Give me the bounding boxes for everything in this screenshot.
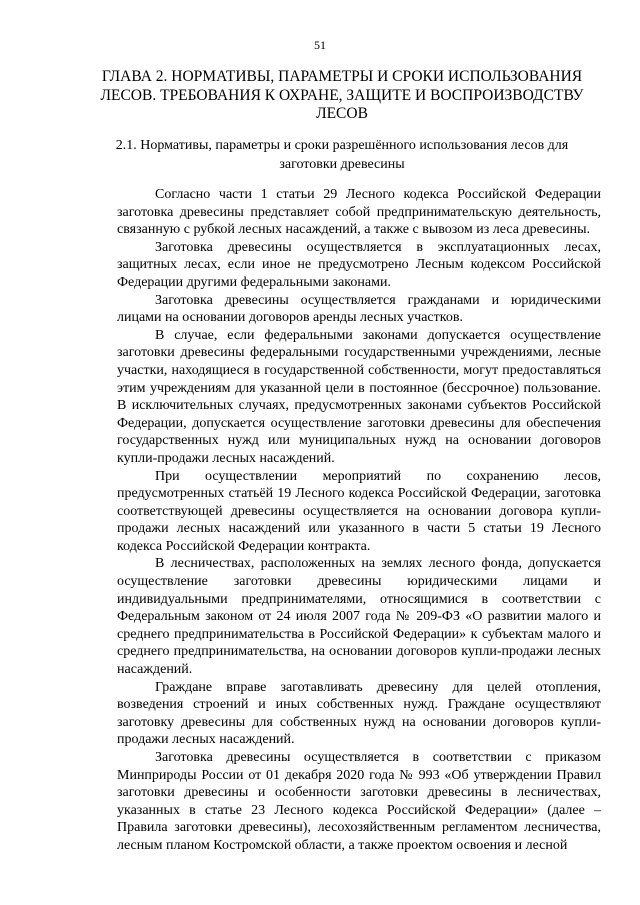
paragraph: Заготовка древесины осуществляется гражданами и юридическими лицами на основании договоров аренды лесных участков. [117, 292, 601, 326]
section-title: 2.1. Нормативы, параметры и сроки разрешённого использования лесов для заготовки древесины [115, 138, 569, 172]
page-number: 51 [314, 38, 326, 52]
paragraph: Согласно части 1 статьи 29 Лесного кодекса Российской Федерации заготовка древесины представляет собой предпринимательскую деятельность, связанную с рубкой лесных насаждений, а также с вывозом из леса древесины. [117, 187, 601, 238]
paragraph: В случае, если федеральными законами допускается осуществление заготовки древесины федеральными государственными учреждениями, лесные участки, находящиеся в государственной собственности, могут предоставляться этим учреждениям для указанной цели в постоянное (бессрочное) пользование. В исключительных случаях, предусмотренных законами субъектов Российской Федерации, допускается осуществление заготовки древесины для обеспечения государственных нужд или муниципальных нужд на основании договоров купли-продажи лесных насаждений. [117, 327, 601, 466]
paragraph: При осуществлении мероприятий по сохранению лесов, предусмотренных статьёй 19 Лесного кодекса Российской Федерации, заготовка соответствующей древесины осуществляется на основании договора купли-продажи лесных насаждений или указанного в части 5 статьи 19 Лесного кодекса Российской Федерации контракта. [117, 468, 601, 554]
paragraph: Заготовка древесины осуществляется в эксплуатационных лесах, защитных лесах, если иное не предусмотрено Лесным кодексом Российской Федерации другими федеральными законами. [117, 239, 601, 290]
paragraph: В лесничествах, расположенных на землях лесного фонда, допускается осуществление заготовки древесины юридическими лицами и индивидуальными предпринимателями, относящимися в соответствии с Федеральным законом от 24 июля 2007 года № 209-ФЗ «О развитии малого и среднего предпринимательства в Российской Федерации» к субъектам малого и среднего предпринимательства, на основании договоров купли-продажи лесных насаждений. [117, 556, 601, 678]
paragraph: Граждане вправе заготавливать древесину для целей отопления, возведения строений и иных собственных нужд. Граждане осуществляют заготовку древесины для собственных нужд на основании договоров купли-продажи лесных насаждений. [117, 679, 601, 748]
paragraph: Заготовка древесины осуществляется в соответствии с приказом Минприроды России от 01 декабря 2020 года № 993 «Об утверждении Правил заготовки древесины и особенности заготовки древесины в лесничествах, указанных в статье 23 Лесного кодекса Российской Федерации» (далее – Правила заготовки древесины), лесохозяйственным регламентом лесничества, лесным планом Костромской области, а также проектом освоения и лесной [117, 750, 601, 853]
chapter-title: ГЛАВА 2. НОРМАТИВЫ, ПАРАМЕТРЫ И СРОКИ ИСПОЛЬЗОВАНИЯ ЛЕСОВ. ТРЕБОВАНИЯ К ОХРАНЕ, ЗАЩИТЕ И ВОСПРОИЗВОДСТВУ ЛЕСОВ [100, 68, 584, 122]
body-text [117, 186, 601, 855]
